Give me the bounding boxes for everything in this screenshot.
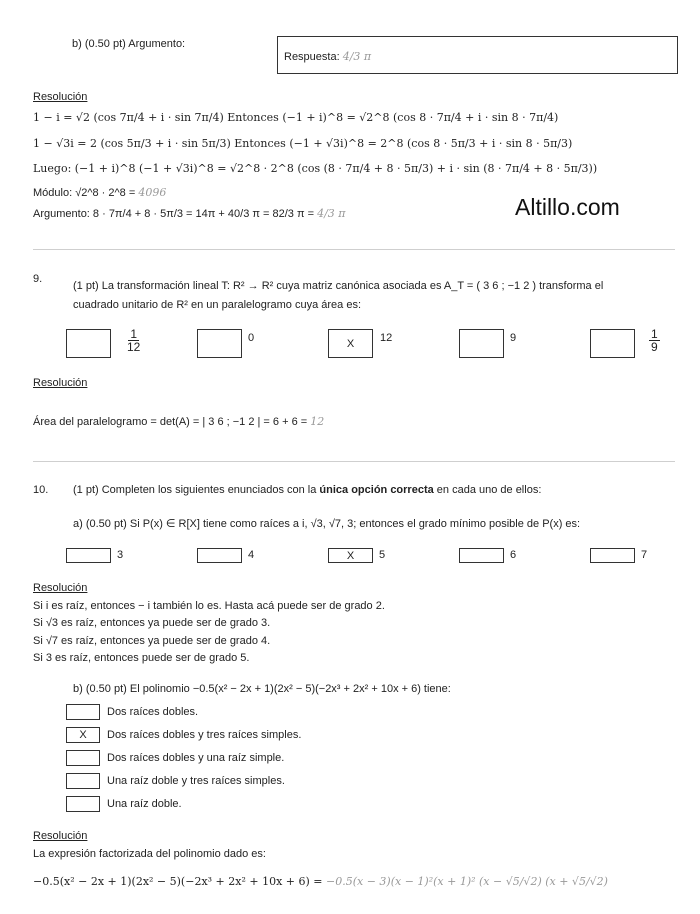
- q10b-res-expression: −0.5(x² − 2x + 1)(2x² − 5)(−2x³ + 2x² + 10x + 6) =: [33, 875, 326, 888]
- q9-option-5-label: [648, 328, 661, 353]
- q10b-res-line-2: [33, 874, 608, 890]
- question-9-text-line1: (1 pt) La transformación lineal T: R² → R² cuya matriz canónica asociada es A_T = ( 3 6 ; −1 2 ) transforma el: [73, 280, 604, 292]
- res1-line5: [33, 206, 346, 222]
- q10b-option-4-label: Una raíz doble y tres raíces simples.: [107, 775, 285, 787]
- q9-option-4-label: 9: [510, 332, 517, 344]
- q10a-option-2-label: 4: [248, 549, 255, 561]
- q10-intro-end: en cada uno de ellos:: [433, 484, 542, 496]
- q10-intro-start: (1 pt) Completen los siguientes enunciados con la: [73, 484, 320, 496]
- q10b-option-1-checkbox[interactable]: [66, 704, 100, 720]
- q10a-option-1-checkbox[interactable]: [66, 548, 111, 563]
- q10b-option-3-label: Dos raíces dobles y una raíz simple.: [107, 752, 285, 764]
- q10b-option-5-checkbox[interactable]: [66, 796, 100, 812]
- q9-option-3-checkbox[interactable]: X: [328, 329, 373, 358]
- q10b-res-line-1: La expresión factorizada del polinomio dado es:: [33, 848, 266, 860]
- resolution-title-1: Resolución: [33, 91, 88, 103]
- res1-line3: Luego: (−1 + i)^8 (−1 + √3i)^8 = √2^8 · 2^8 (cos (8 · 7π/4 + 8 · 5π/3) + i · sin (8 · 7π/4 + 8 · 5π/3)): [33, 162, 598, 175]
- divider: [33, 461, 675, 462]
- q9-option-4-checkbox[interactable]: [459, 329, 504, 358]
- q10b-option-2-label: Dos raíces dobles y tres raíces simples.: [107, 729, 302, 741]
- question-10-number: 10.: [33, 484, 49, 496]
- q9-option-5-checkbox[interactable]: [590, 329, 635, 358]
- q9-resolution-line: [33, 414, 324, 430]
- res1-line4: [33, 185, 166, 201]
- q10a-option-3-checkbox[interactable]: X: [328, 548, 373, 563]
- watermark-logo: Altillo.com: [515, 194, 620, 220]
- q10-part-a-text: a) (0.50 pt) Si P(x) ∈ R[X] tiene como raíces a i, √3, √7, 3; entonces el grado mínimo posible de P(x) es:: [73, 518, 581, 530]
- part-b-argument-label: b) (0.50 pt) Argumento:: [72, 38, 186, 50]
- q9-option-1-denominator: 12: [127, 340, 141, 354]
- q10a-option-4-checkbox[interactable]: [459, 548, 504, 563]
- q10a-option-4-label: 6: [510, 549, 517, 561]
- q9-option-5-denominator: 9: [651, 340, 658, 354]
- divider: [33, 249, 675, 250]
- answer-prefix: Respuesta:: [284, 51, 343, 63]
- q10b-option-4-checkbox[interactable]: [66, 773, 100, 789]
- q9-option-5-numerator: 1: [651, 327, 658, 341]
- argumento-value: 4/3 π: [317, 207, 346, 220]
- q9-resolution-text: Área del paralelogramo = det(A) = | 3 6 ; −1 2 | = 6 + 6 =: [33, 416, 311, 428]
- q9-option-3-label: 12: [380, 332, 393, 344]
- question-9-number: 9.: [33, 273, 43, 285]
- res1-line2: 1 − √3i = 2 (cos 5π/3 + i · sin 5π/3) Entonces (−1 + √3i)^8 = 2^8 (cos 8 · 5π/3 + i · sin 8 · 5π/3): [33, 137, 573, 150]
- q10a-option-3-label: 5: [379, 549, 386, 561]
- q10a-option-5-label: 7: [641, 549, 648, 561]
- question-10-intro: [73, 484, 541, 496]
- answer-value: 4/3 π: [342, 50, 372, 63]
- q10a-res-line-2: Si √3 es raíz, entonces ya puede ser de grado 3.: [33, 617, 271, 629]
- answer-box: [277, 36, 678, 74]
- argumento-text: Argumento: 8 · 7π/4 + 8 · 5π/3 = 14π + 40/3 π = 82/3 π =: [33, 208, 318, 220]
- q9-resolution-value: 12: [310, 415, 325, 428]
- q10b-option-3-checkbox[interactable]: [66, 750, 100, 766]
- question-9-text-line2: cuadrado unitario de R² en un paralelogramo cuya área es:: [73, 299, 362, 311]
- q10a-res-line-1: Si i es raíz, entonces − i también lo es. Hasta acá puede ser de grado 2.: [33, 600, 385, 612]
- q10a-option-5-checkbox[interactable]: [590, 548, 635, 563]
- q10-part-b-text: b) (0.50 pt) El polinomio −0.5(x² − 2x + 1)(2x² − 5)(−2x³ + 2x² + 10x + 6) tiene:: [73, 683, 451, 695]
- resolution-title-9: Resolución: [33, 377, 88, 389]
- modulo-value: 4096: [138, 186, 167, 199]
- res1-line1: 1 − i = √2 (cos 7π/4 + i · sin 7π/4) Entonces (−1 + i)^8 = √2^8 (cos 8 · 7π/4 + i · sin 8 · 7π/4): [33, 111, 559, 124]
- q9-option-2-label: 0: [248, 332, 255, 344]
- q10a-res-line-3: Si √7 es raíz, entonces ya puede ser de grado 4.: [33, 635, 271, 647]
- modulo-text: Módulo: √2^8 · 2^8 =: [33, 187, 139, 199]
- q9-option-1-checkbox[interactable]: [66, 329, 111, 358]
- resolution-title-10b: Resolución: [33, 830, 88, 842]
- q9-option-1-numerator: 1: [130, 327, 138, 341]
- resolution-title-10a: Resolución: [33, 582, 88, 594]
- q10a-option-1-label: 3: [117, 549, 124, 561]
- q10b-option-2-checkbox[interactable]: X: [66, 727, 100, 743]
- q9-option-2-checkbox[interactable]: [197, 329, 242, 358]
- q10a-option-2-checkbox[interactable]: [197, 548, 242, 563]
- q9-option-1-label: [124, 328, 143, 353]
- q10b-option-1-label: Dos raíces dobles.: [107, 706, 199, 718]
- q10b-res-factored: −0.5(x − 3)(x − 1)²(x + 1)² (x − √5/√2) (x + √5/√2): [326, 875, 608, 888]
- q10a-res-line-4: Si 3 es raíz, entonces puede ser de grado 5.: [33, 652, 250, 664]
- q10b-option-5-label: Una raíz doble.: [107, 798, 182, 810]
- q10-intro-bold: única opción correcta: [319, 484, 434, 496]
- answer-text: [284, 50, 371, 63]
